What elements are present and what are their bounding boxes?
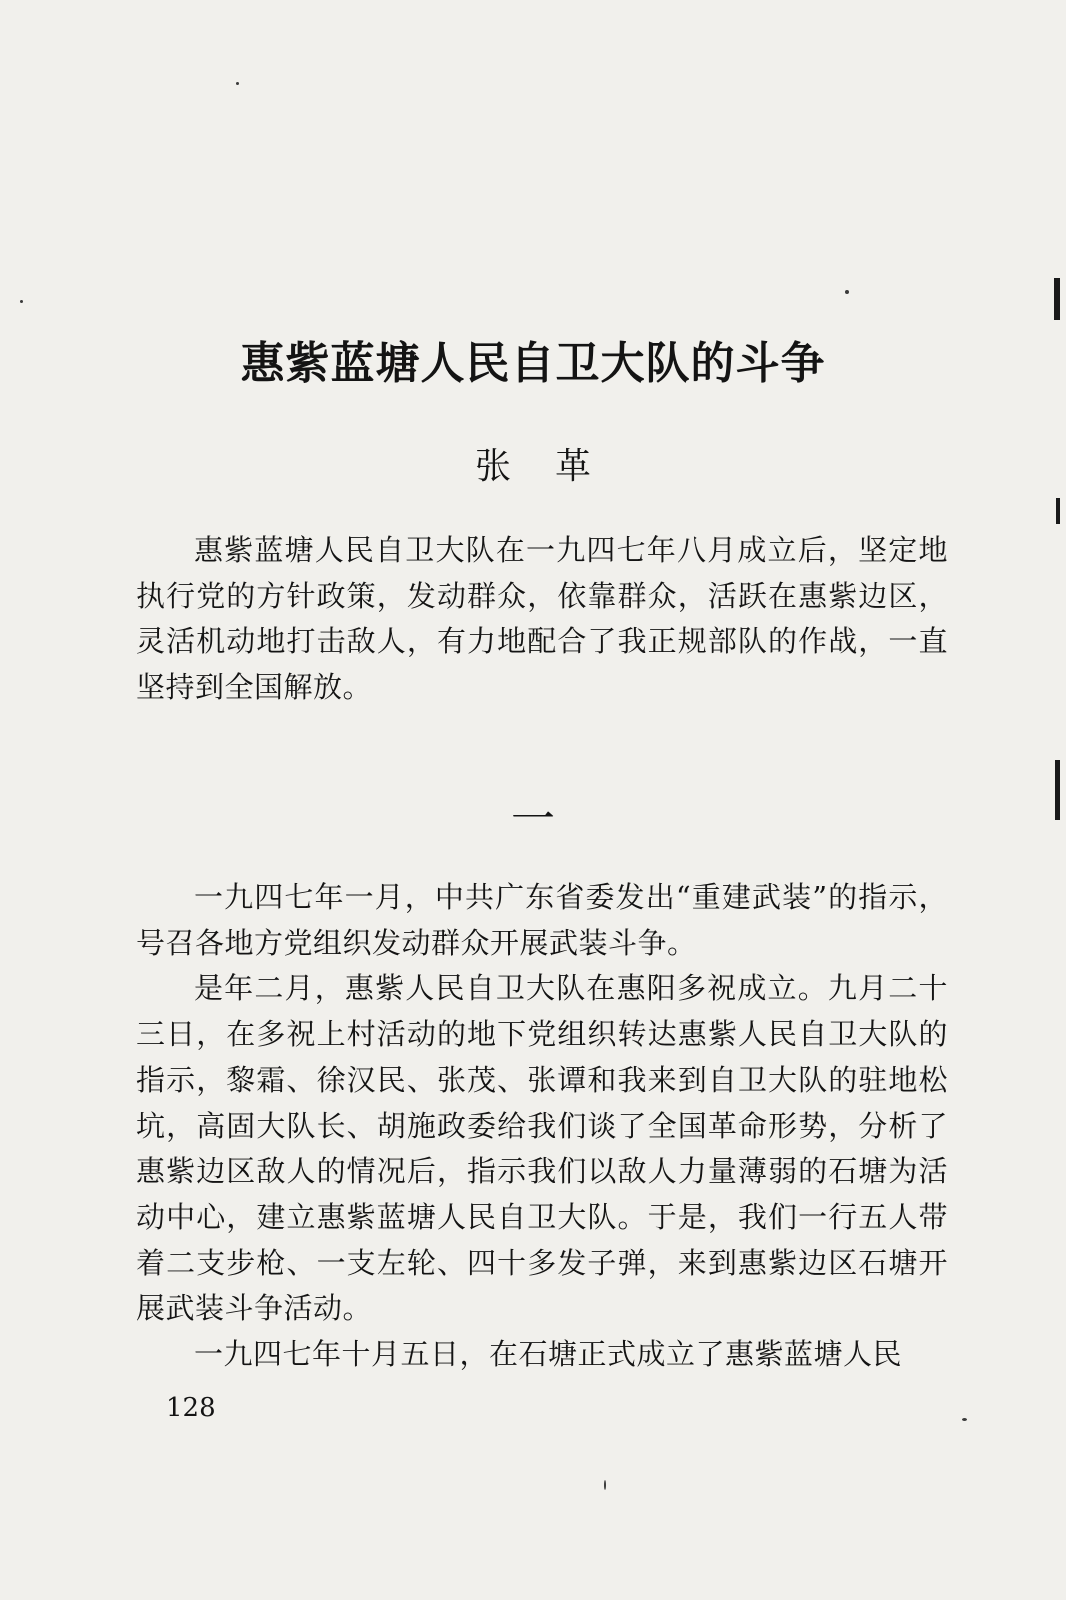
intro-block: [136, 528, 948, 711]
page-number: 128: [166, 1393, 216, 1423]
scan-edge-mark: [1055, 760, 1060, 820]
scan-speck: [20, 300, 23, 303]
article-author: 张革: [474, 446, 635, 487]
intro-paragraph: 惠紫蓝塘人民自卫大队在一九四七年八月成立后，坚定地执行党的方针政策，发动群众，依靠群众，活跃在惠紫边区，灵活机动地打击敌人，有力地配合了我正规部队的作战，一直坚持到全国解放。: [136, 533, 948, 705]
scan-speck: [604, 1480, 606, 1490]
body-paragraph-1: 一九四七年一月，中共广东省委发出“重建武装”的指示，号召各地方党组织发动群众开展武装斗争。: [136, 880, 948, 960]
body-paragraph-3: 一九四七年十月五日，在石塘正式成立了惠紫蓝塘人民: [194, 1337, 903, 1372]
scan-speck: [236, 82, 239, 85]
body-block: [136, 875, 948, 1378]
article-title: 惠紫蓝塘人民自卫大队的斗争: [240, 338, 826, 389]
scan-speck: [962, 1418, 967, 1421]
body-paragraph-2: 是年二月，惠紫人民自卫大队在惠阳多祝成立。九月二十三日，在多祝上村活动的地下党组织转达惠紫人民自卫大队的指示，黎霜、徐汉民、张茂、张谭和我来到自卫大队的驻地松坑，高固大队长、胡施政委给我们谈了全国革命形势，分析了惠紫边区敌人的情况后，指示我们以敌人力量薄弱的石塘为活动中心，建立惠紫蓝塘人民自卫大队。于是，我们一行五人带着二支步枪、一支左轮、四十多发子弹，来到惠紫边区石塘开展武装斗争活动。: [136, 971, 948, 1326]
scan-edge-mark: [1056, 498, 1060, 524]
scan-edge-mark: [1054, 278, 1060, 320]
section-number: 一: [511, 794, 555, 845]
scan-speck: [845, 290, 849, 294]
